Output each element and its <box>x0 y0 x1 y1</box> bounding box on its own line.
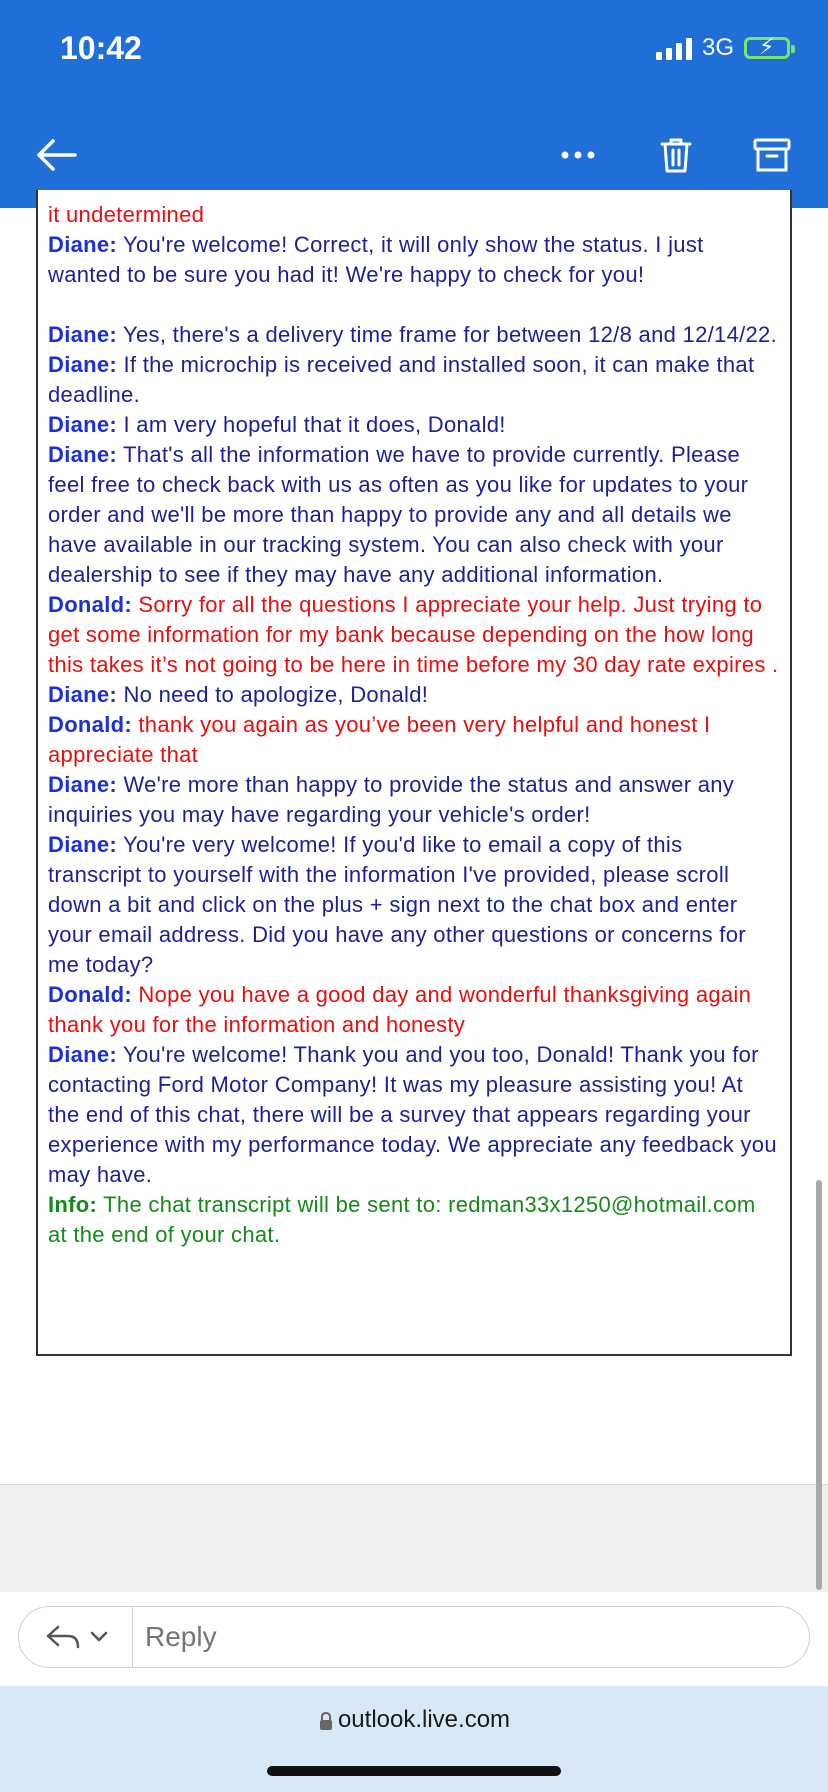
message-text: No need to apologize, Donald! <box>117 682 429 707</box>
speaker-name: Diane: <box>48 412 118 437</box>
transcript-fragment: it undetermined <box>48 202 205 227</box>
battery-charging-icon: ⚡ <box>744 37 790 59</box>
message-text: That's all the information we have to provide currently. Please feel free to check back with us as often as you like for updates to your order and we'll be more than happy to provide any and all details we have available in our tracking system. You can also check with your dealership to see if they may have any additional information. <box>48 442 749 587</box>
message-text: I am very hopeful that it does, Donald! <box>117 412 506 437</box>
url-display[interactable] <box>0 1706 828 1734</box>
message-text: You're very welcome! If you'd like to email a copy of this transcript to yourself with the information I've provided, please scroll down a bit and click on the plus + sign next to the chat box and enter your email address. Did you have any other questions or concerns for me today? <box>48 832 746 977</box>
chat-message <box>48 440 780 590</box>
chat-message <box>48 770 780 830</box>
reply-arrow-icon <box>44 1623 82 1651</box>
message-text: The chat transcript will be sent to: redman33x1250@hotmail.com at the end of your chat. <box>48 1192 756 1247</box>
trash-icon <box>659 136 693 174</box>
reply-bar <box>0 1592 828 1686</box>
chat-message <box>48 590 780 680</box>
more-options-button[interactable] <box>548 125 608 185</box>
chevron-down-icon <box>90 1631 108 1643</box>
chat-message <box>48 1190 780 1250</box>
chat-message <box>48 1040 780 1190</box>
reply-box <box>18 1606 810 1668</box>
chat-message <box>48 320 780 350</box>
status-indicators <box>656 34 790 62</box>
network-type: 3G <box>701 34 734 61</box>
scrollbar[interactable] <box>816 1180 822 1590</box>
speaker-name: Diane: <box>48 682 118 707</box>
app-header <box>0 0 828 208</box>
chat-message <box>48 680 780 710</box>
chat-message <box>48 980 780 1040</box>
speaker-name: Diane: <box>48 1042 118 1067</box>
chat-transcript <box>38 190 790 1250</box>
chat-message <box>48 230 780 290</box>
home-indicator <box>267 1766 561 1776</box>
message-text: If the microchip is received and installed soon, it can make that deadline. <box>48 352 755 407</box>
chat-message <box>48 830 780 980</box>
speaker-name: Diane: <box>48 772 118 797</box>
speaker-name: Diane: <box>48 232 118 257</box>
message-footer-area <box>0 1484 828 1593</box>
message-text: Yes, there's a delivery time frame for between 12/8 and 12/14/22. <box>117 322 777 347</box>
archive-icon <box>753 137 791 173</box>
speaker-name: Diane: <box>48 322 118 347</box>
reply-input[interactable] <box>133 1620 809 1654</box>
chat-message <box>48 710 780 770</box>
message-text: We're more than happy to provide the status and answer any inquiries you may have regarding your vehicle's order! <box>48 772 735 827</box>
back-button[interactable] <box>26 125 86 185</box>
url-text: outlook.live.com <box>337 1706 511 1733</box>
message-text: You're welcome! Thank you and you too, Donald! Thank you for contacting Ford Motor Company! It was my pleasure assisting you! At the end of this chat, there will be a survey that appears regarding your experience with my performance today. We appreciate any feedback you may have. <box>48 1042 777 1187</box>
speaker-name: Diane: <box>48 442 118 467</box>
chat-transcript-box <box>36 190 792 1356</box>
status-time: 10:42 <box>60 30 142 66</box>
archive-button[interactable] <box>742 125 802 185</box>
speaker-name: Diane: <box>48 832 118 857</box>
reply-options-button[interactable] <box>19 1607 133 1667</box>
speaker-name: Donald: <box>48 592 132 617</box>
message-text: You're welcome! Correct, it will only show the status. I just wanted to be sure you had it! We're happy to check for you! <box>48 232 704 287</box>
chat-message <box>48 410 780 440</box>
message-text: thank you again as you’ve been very helpful and honest I appreciate that <box>48 712 711 767</box>
speaker-name: Diane: <box>48 352 118 377</box>
message-text: Sorry for all the questions I appreciate your help. Just trying to get some information for my bank because depending on the how long this takes it’s not going to be here in time before my 30 day rate expires . <box>48 592 779 677</box>
ellipsis-icon <box>560 150 596 160</box>
signal-icon <box>656 36 692 60</box>
speaker-name: Donald: <box>48 712 132 737</box>
browser-address-bar <box>0 1686 828 1792</box>
lock-icon <box>318 1711 334 1731</box>
speaker-name: Donald: <box>48 982 132 1007</box>
arrow-left-icon <box>35 138 77 172</box>
chat-message <box>48 350 780 410</box>
speaker-name: Info: <box>48 1192 98 1217</box>
message-text: Nope you have a good day and wonderful thanksgiving again thank you for the information and honesty <box>48 982 752 1037</box>
delete-button[interactable] <box>646 125 706 185</box>
